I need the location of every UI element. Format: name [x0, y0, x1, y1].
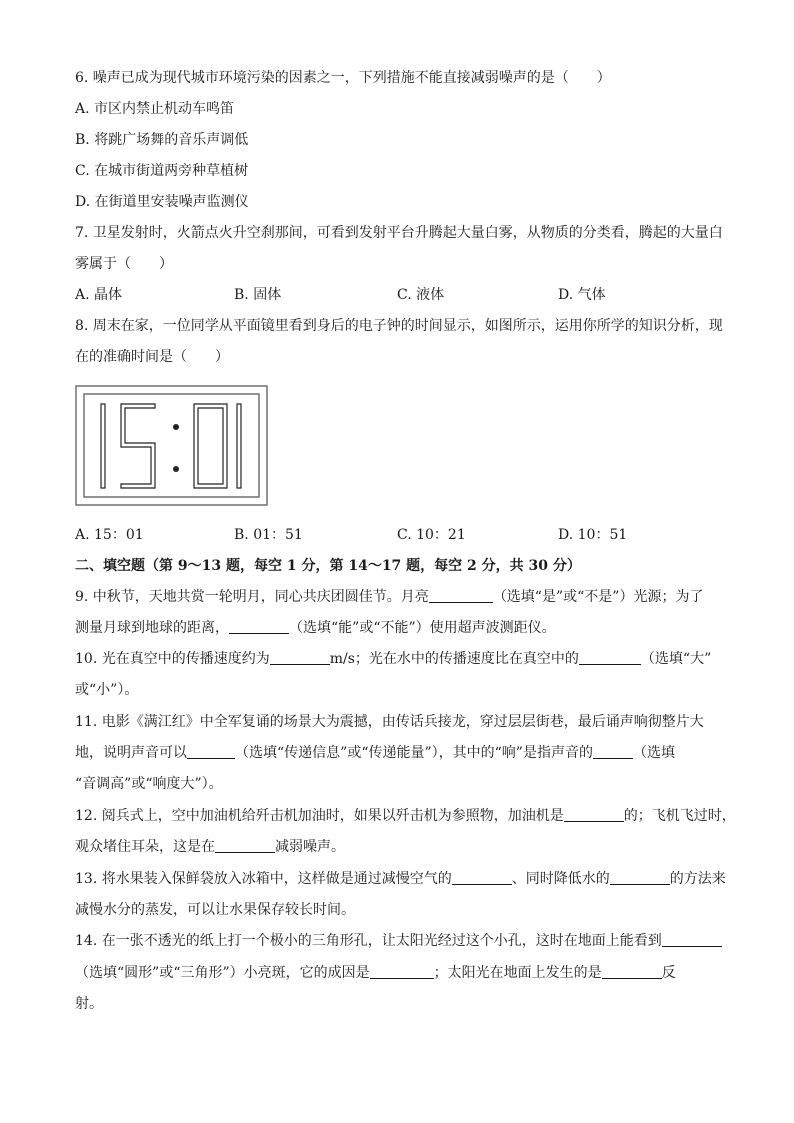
clock-inner-frame	[84, 394, 259, 497]
q12-text-2: 的；飞机飞过时，	[623, 808, 736, 824]
q9-blank-1[interactable]	[429, 588, 493, 603]
q14-line3: 射。	[75, 996, 103, 1012]
digit-1-left	[101, 404, 105, 488]
q13-line2: 减慢水分的蒸发，可以让水果保存较长时间。	[75, 902, 355, 918]
q6-option-d: D. 在街道里安装噪声监测仪	[75, 194, 249, 210]
q11-line1: 11. 电影《满江红》中全军复诵的场景大为震撼，由传话兵接龙，穿过层层街巷，最后诵声响彻整片大	[75, 714, 704, 730]
q7-option-c: C. 液体	[397, 287, 445, 303]
q10-text-1: 10. 光在真空中的传播速度约为	[75, 651, 270, 667]
digit-1-right	[237, 404, 241, 488]
q13-blank-2[interactable]	[610, 870, 670, 885]
q8-option-d: D. 10：51	[558, 527, 628, 543]
q14-blank-1[interactable]	[662, 932, 722, 947]
q10-text-2: m/s；光在水中的传播速度比在真空中的	[329, 651, 579, 667]
q10-line1	[75, 649, 711, 669]
q7-stem-line1: 7. 卫星发射时，火箭点火升空刹那间，可看到发射平台升腾起大量白雾，从物质的分类看，腾起的大量白	[75, 225, 723, 241]
q14-text-1: 14. 在一张不透光的纸上打一个极小的三角形孔，让太阳光经过这个小孔，这时在地面上能看到	[75, 933, 662, 949]
q14-text-2: （选填“圆形”或“三角形”）小亮斑，它的成因是	[75, 965, 370, 981]
q12-text-1: 12. 阅兵式上，空中加油机给歼击机加油时，如果以歼击机为参照物，加油机是	[75, 808, 564, 824]
q7-option-d: D. 气体	[558, 287, 606, 303]
q8-option-b: B. 01：51	[234, 527, 303, 543]
q10-blank-1[interactable]	[270, 650, 330, 665]
q9-text-1: 9. 中秋节，天地共赏一轮明月，同心共庆团圆佳节。月亮	[75, 589, 429, 605]
digit-5	[121, 404, 155, 488]
q11-text-3: （选填	[632, 745, 675, 761]
q12-text-3: 观众堵住耳朵，这是在	[75, 839, 215, 855]
q14-text-3: ；太阳光在地面上发生的是	[433, 965, 602, 981]
q12-blank-2[interactable]	[215, 838, 275, 853]
q9-text-3: 测量月球到地球的距离，	[75, 620, 229, 636]
colon-top-dot	[173, 424, 179, 430]
q10-text-3: （选填“大”	[640, 651, 712, 667]
q9-text-2: （选填“是”或“不是”）光源；为了	[492, 589, 704, 605]
q12-line2	[75, 837, 345, 857]
q13-blank-1[interactable]	[452, 870, 512, 885]
q12-line1	[75, 806, 736, 826]
q10-line2: 或“小”）。	[75, 682, 139, 698]
q9-line1	[75, 587, 703, 607]
clock-digits	[101, 404, 241, 488]
colon-bottom-dot	[173, 466, 179, 472]
q9-line2	[75, 618, 556, 638]
q6-stem: 6. 噪声已成为现代城市环境污染的因素之一，下列措施不能直接减弱噪声的是（ ）	[75, 70, 611, 86]
q8-stem-line1: 8. 周末在家，一位同学从平面镜里看到身后的电子钟的时间显示，如图所示，运用你所学的知识分析，现	[75, 318, 723, 334]
digit-0	[194, 404, 227, 488]
q9-text-4: （选填“能”或“不能”）使用超声波测距仪。	[289, 620, 556, 636]
q7-stem-line2: 雾属于（ ）	[75, 256, 173, 272]
mirror-clock-figure	[75, 385, 268, 506]
q13-text-2: 、同时降低水的	[511, 871, 610, 887]
q8-option-c: C. 10：21	[397, 527, 466, 543]
q12-blank-1[interactable]	[564, 807, 624, 822]
q11-text-2: （选填“传递信息”或“传递能量”），其中的“响”是指声音的	[235, 745, 593, 761]
q14-text-4: 反	[661, 965, 676, 981]
q13-text-3: 的方法来	[669, 871, 726, 887]
q8-stem-line2: 在的准确时间是（ ）	[75, 349, 229, 365]
q6-option-a: A. 市区内禁止机动车鸣笛	[75, 101, 235, 117]
q11-text-1: 地，说明声音可以	[75, 745, 187, 761]
q6-option-c: C. 在城市街道两旁种草植树	[75, 163, 249, 179]
q14-blank-2[interactable]	[370, 964, 434, 979]
q6-option-b: B. 将跳广场舞的音乐声调低	[75, 132, 249, 148]
q14-blank-3[interactable]	[602, 964, 662, 979]
q10-blank-2[interactable]	[579, 650, 641, 665]
q13-line1	[75, 869, 726, 889]
section-heading: 二、填空题（第 9～13 题，每空 1 分，第 14～17 题，每空 2 分，共 30 分）	[75, 558, 581, 574]
q14-line2	[75, 963, 676, 983]
q12-text-4: 减弱噪声。	[275, 839, 345, 855]
q11-line2	[75, 743, 675, 763]
q11-blank-2[interactable]	[593, 744, 633, 759]
q8-option-a: A. 15：01	[75, 527, 144, 543]
q11-line3: “音调高”或“响度大”）。	[75, 776, 223, 792]
q9-blank-2[interactable]	[229, 619, 289, 634]
q14-line1	[75, 931, 722, 951]
q13-text-1: 13. 将水果装入保鲜袋放入冰箱中，这样做是通过减慢空气的	[75, 871, 452, 887]
q7-option-a: A. 晶体	[75, 287, 123, 303]
q11-blank-1[interactable]	[187, 744, 235, 759]
q7-option-b: B. 固体	[234, 287, 282, 303]
